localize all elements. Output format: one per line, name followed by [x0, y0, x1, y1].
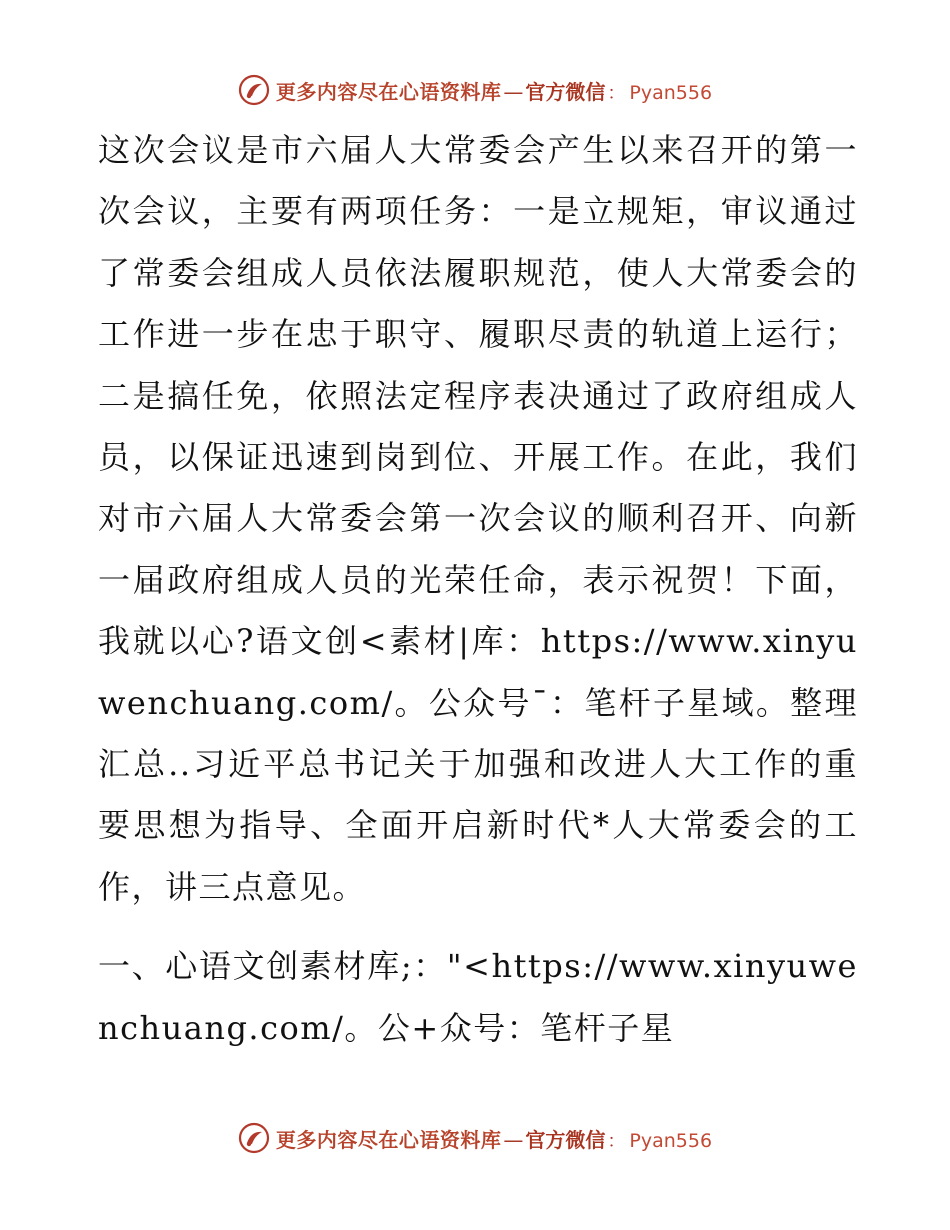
brand-logo-icon: [238, 74, 270, 106]
banner-official-wechat: 官方微信: [525, 1127, 606, 1152]
paragraph-2: 一、心语文创素材库;："<https://www.xinyuwenchuang.com/。公+众号：笔杆子星: [98, 947, 858, 1047]
banner-colon: ：: [607, 82, 626, 104]
banner-wechat-id: Pyan556: [629, 81, 713, 104]
banner-official-wechat: 官方微信: [525, 79, 606, 104]
header-banner-text: [276, 76, 712, 105]
banner-colon: ：: [607, 1130, 626, 1152]
header-banner: [0, 70, 950, 110]
document-body: [98, 120, 858, 1059]
banner-wechat-id: Pyan556: [629, 1129, 713, 1152]
footer-banner-text: [276, 1124, 712, 1153]
banner-dash: —: [503, 1127, 524, 1152]
footer-banner: [0, 1118, 950, 1158]
banner-dash: —: [503, 79, 524, 104]
banner-more-content: 更多内容尽在心语资料库: [275, 1127, 502, 1152]
paragraph-1: 这次会议是市六届人大常委会产生以来召开的第一次会议，主要有两项任务：一是立规矩，审议通过了常委会组成人员依法履职规范，使人大常委会的工作进一步在忠于职守、履职尽责的轨道上运行；二是搞任免，依照法定程序表决通过了政府组成人员，以保证迅速到岗到位、开展工作。在此，我们对市六届人大常委会第一次会议的顺利召开、向新一届政府组成人员的光荣任命，表示祝贺！下面，我就以心?语文创<素材|库：https://www.xinyuwenchuang.com/。公众号¯：笔杆子星域。整理汇总..习近平总书记关于加强和改进人大工作的重要思想为指导、全面开启新时代*人大常委会的工作，讲三点意见。: [98, 131, 858, 906]
banner-more-content: 更多内容尽在心语资料库: [275, 79, 502, 104]
brand-logo-icon: [238, 1122, 270, 1154]
